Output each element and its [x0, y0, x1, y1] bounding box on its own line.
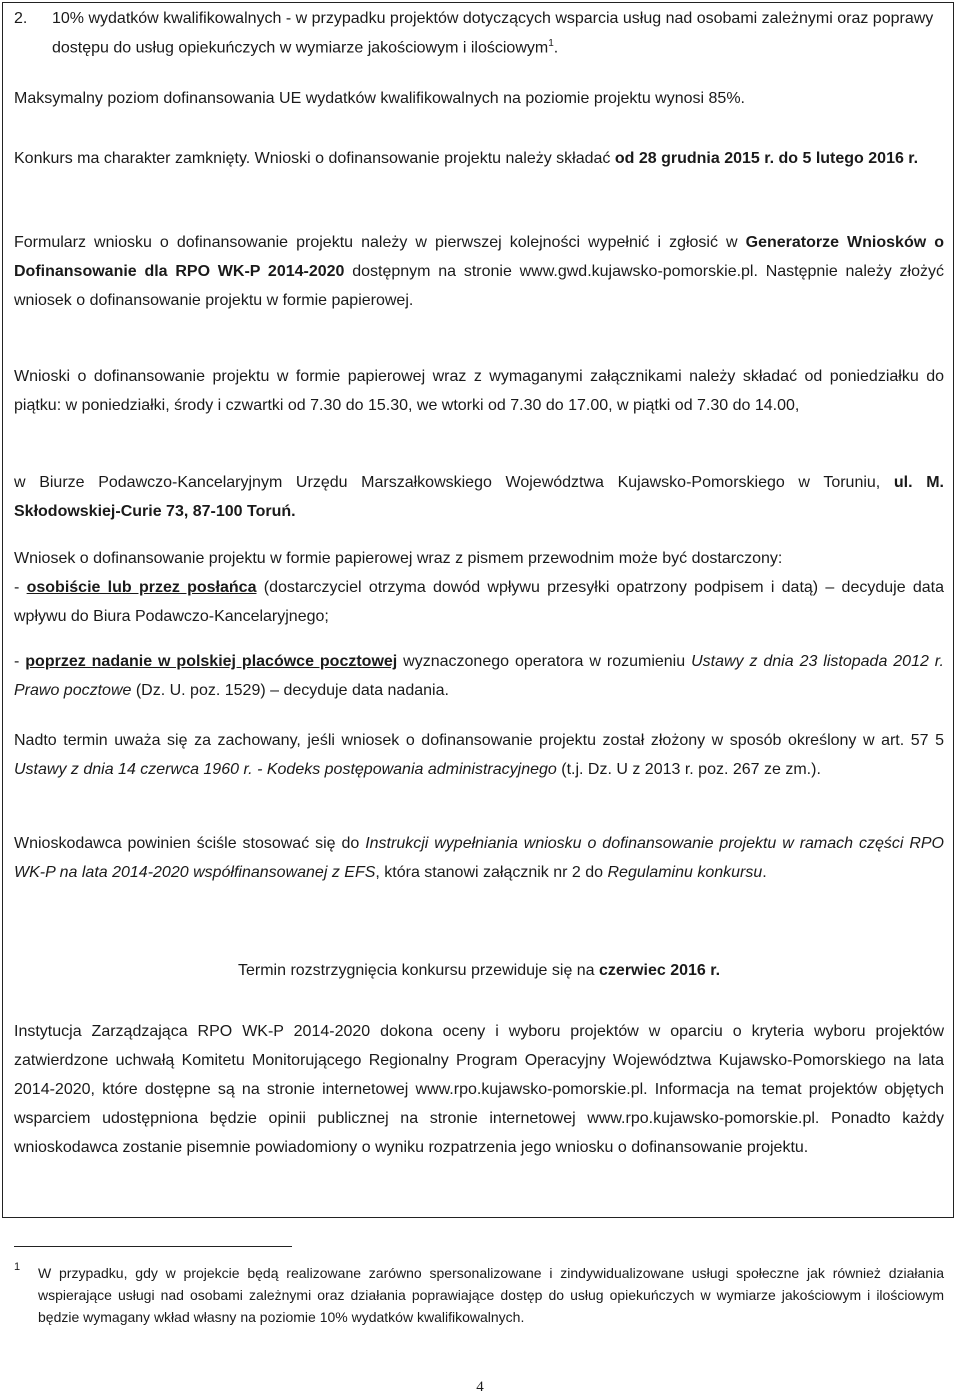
generator-name: Generatorze Wniosków o Dofinansowanie dla RPO WK-P 2014-2020 — [14, 234, 944, 280]
paper-submission-paragraph: Wnioski o dofinansowanie projektu w formie papierowej wraz z wymaganymi załącznikami należy składać od poniedziałku do piątku: w poniedziałki, środy i czwartki od 7.30 do 15.30, we wtorki od 7.30 do 17.00, w piątki od 7.30 do 14.00, — [14, 368, 944, 414]
delivery-personal-label: osobiście lub przez posłańca — [26, 579, 257, 596]
postal-law-reference: Ustawy z dnia 23 listopada 2012 r. Prawo pocztowe — [14, 653, 944, 699]
footnote-reference: 1 — [548, 38, 554, 49]
delivery-item-post: - poprzez nadanie w polskiej placówce pocztowej wyznaczonego operatora w rozumieniu Ustawy z dnia 23 listopada 2012 r. Prawo pocztowe (Dz. U. poz. 1529) – decyduje data nadania. — [14, 653, 944, 699]
page-number: 4 — [476, 1379, 484, 1395]
office-address: ul. M. Skłodowskiej-Curie 73, 87-100 Toruń. — [14, 474, 944, 520]
footnote-separator — [14, 1246, 292, 1247]
delivery-post-label: poprzez nadanie w polskiej placówce pocztowej — [25, 653, 398, 670]
administrative-code-reference: Ustawy z dnia 14 czerwca 1960 r. - Kodeks postępowania administracyjnego — [14, 761, 557, 778]
resolution-paragraph: Termin rozstrzygnięcia konkursu przewiduje się na czerwiec 2016 r. — [237, 962, 721, 979]
deadline-paragraph: Nadto termin uważa się za zachowany, jeśli wniosek o dofinansowanie projektu został złożony w sposób określony w art. 57 5 Ustawy z dnia 14 czerwca 1960 r. - Kodeks postępowania administracyjnego (t.j. Dz. U z 2013 r. poz. 267 ze zm.). — [14, 732, 944, 778]
resolution-date: czerwiec 2016 r. — [599, 962, 721, 979]
institution-paragraph: Instytucja Zarządzająca RPO WK-P 2014-2020 dokona oceny i wyboru projektów w oparciu o kryteria wyboru projektów zatwierdzone uchwałą Komitetu Monitorującego Regionalny Program Operacyjny Województwa Kujawsko-Pomorskiego na lata 2014-2020, które dostępne są na stronie internetowej www.rpo.kujawsko-pomorskie.pl. Informacja na temat projektów objętych wsparciem udostępniona będzie opinii publicznej na stronie internetowej www.rpo.kujawsko-pomorskie.pl. Ponadto każdy wnioskodawca zostanie pisemnie powiadomiony o wyniku rozpatrzenia jego wniosku o dofinansowanie projektu. — [14, 1023, 944, 1156]
delivery-intro: Wniosek o dofinansowanie projektu w formie papierowej wraz z pismem przewodnim może być dostarczony: — [14, 550, 783, 567]
office-address-paragraph: w Biurze Podawczo-Kancelaryjnym Urzędu Marszałkowskiego Województwa Kujawsko-Pomorskiego w Toruniu, ul. M. Skłodowskiej-Curie 73, 87-100 Toruń. — [14, 474, 944, 520]
submission-period: od 28 grudnia 2015 r. do 5 lutego 2016 r. — [614, 150, 919, 167]
regulations-title: Regulaminu konkursu — [607, 864, 763, 881]
application-form-paragraph: Formularz wniosku o dofinansowanie projektu należy w pierwszej kolejności wypełnić i zgłosić w Generatorze Wniosków o Dofinansowanie dla RPO WK-P 2014-2020 dostępnym na stronie www.gwd.kujawsko-pomorskie.pl. Następnie należy złożyć wniosek o dofinansowanie projektu w formie papierowej. — [14, 234, 944, 309]
list-number: 2. — [14, 10, 28, 27]
footnote-mark: 1 — [14, 1261, 21, 1273]
instructions-title: Instrukcji wypełniania wniosku o dofinansowanie projektu w ramach części RPO WK-P na lata 2014-2020 współfinansowanej z EFS — [14, 835, 945, 881]
footnote-text: W przypadku, gdy w projekcie będą realizowane zarówno spersonalizowane i zindywidualizowane usługi społeczne jak również działania wspierające usługi nad osobami zależnymi oraz działania poprawiające dostęp do usług opiekuńczych w wymiarze jakościowym i ilościowym będzie wymagany wkład własny na poziomie 10% wydatków kwalifikowalnych. — [38, 1265, 944, 1325]
max-cofinancing-paragraph: Maksymalny poziom dofinansowania UE wydatków kwalifikowalnych na poziomie projektu wynosi 85%. — [14, 90, 745, 107]
instructions-paragraph: Wnioskodawca powinien ściśle stosować się do Instrukcji wypełniania wniosku o dofinansowanie projektu w ramach części RPO WK-P na lata 2014-2020 współfinansowanej z EFS, która stanowi załącznik nr 2 do Regulaminu konkursu. — [14, 835, 945, 881]
delivery-item-personal: - osobiście lub przez posłańca (dostarczyciel otrzyma dowód wpływu przesyłki opatrzony podpisem i datą) – decyduje data wpływu do Biura Podawczo-Kancelaryjnego; — [14, 579, 945, 625]
list-text: 10% wydatków kwalifikowalnych - w przypadku projektów dotyczących wsparcia usług nad osobami zależnymi oraz poprawy dostępu do usług opiekuńczych w wymiarze jakościowym i ilościowym$^1$. — [52, 10, 934, 57]
closed-competition-paragraph: Konkurs ma charakter zamknięty. Wnioski o dofinansowanie projektu należy składać od 28 grudnia 2015 r. do 5 lutego 2016 r. — [14, 150, 919, 167]
